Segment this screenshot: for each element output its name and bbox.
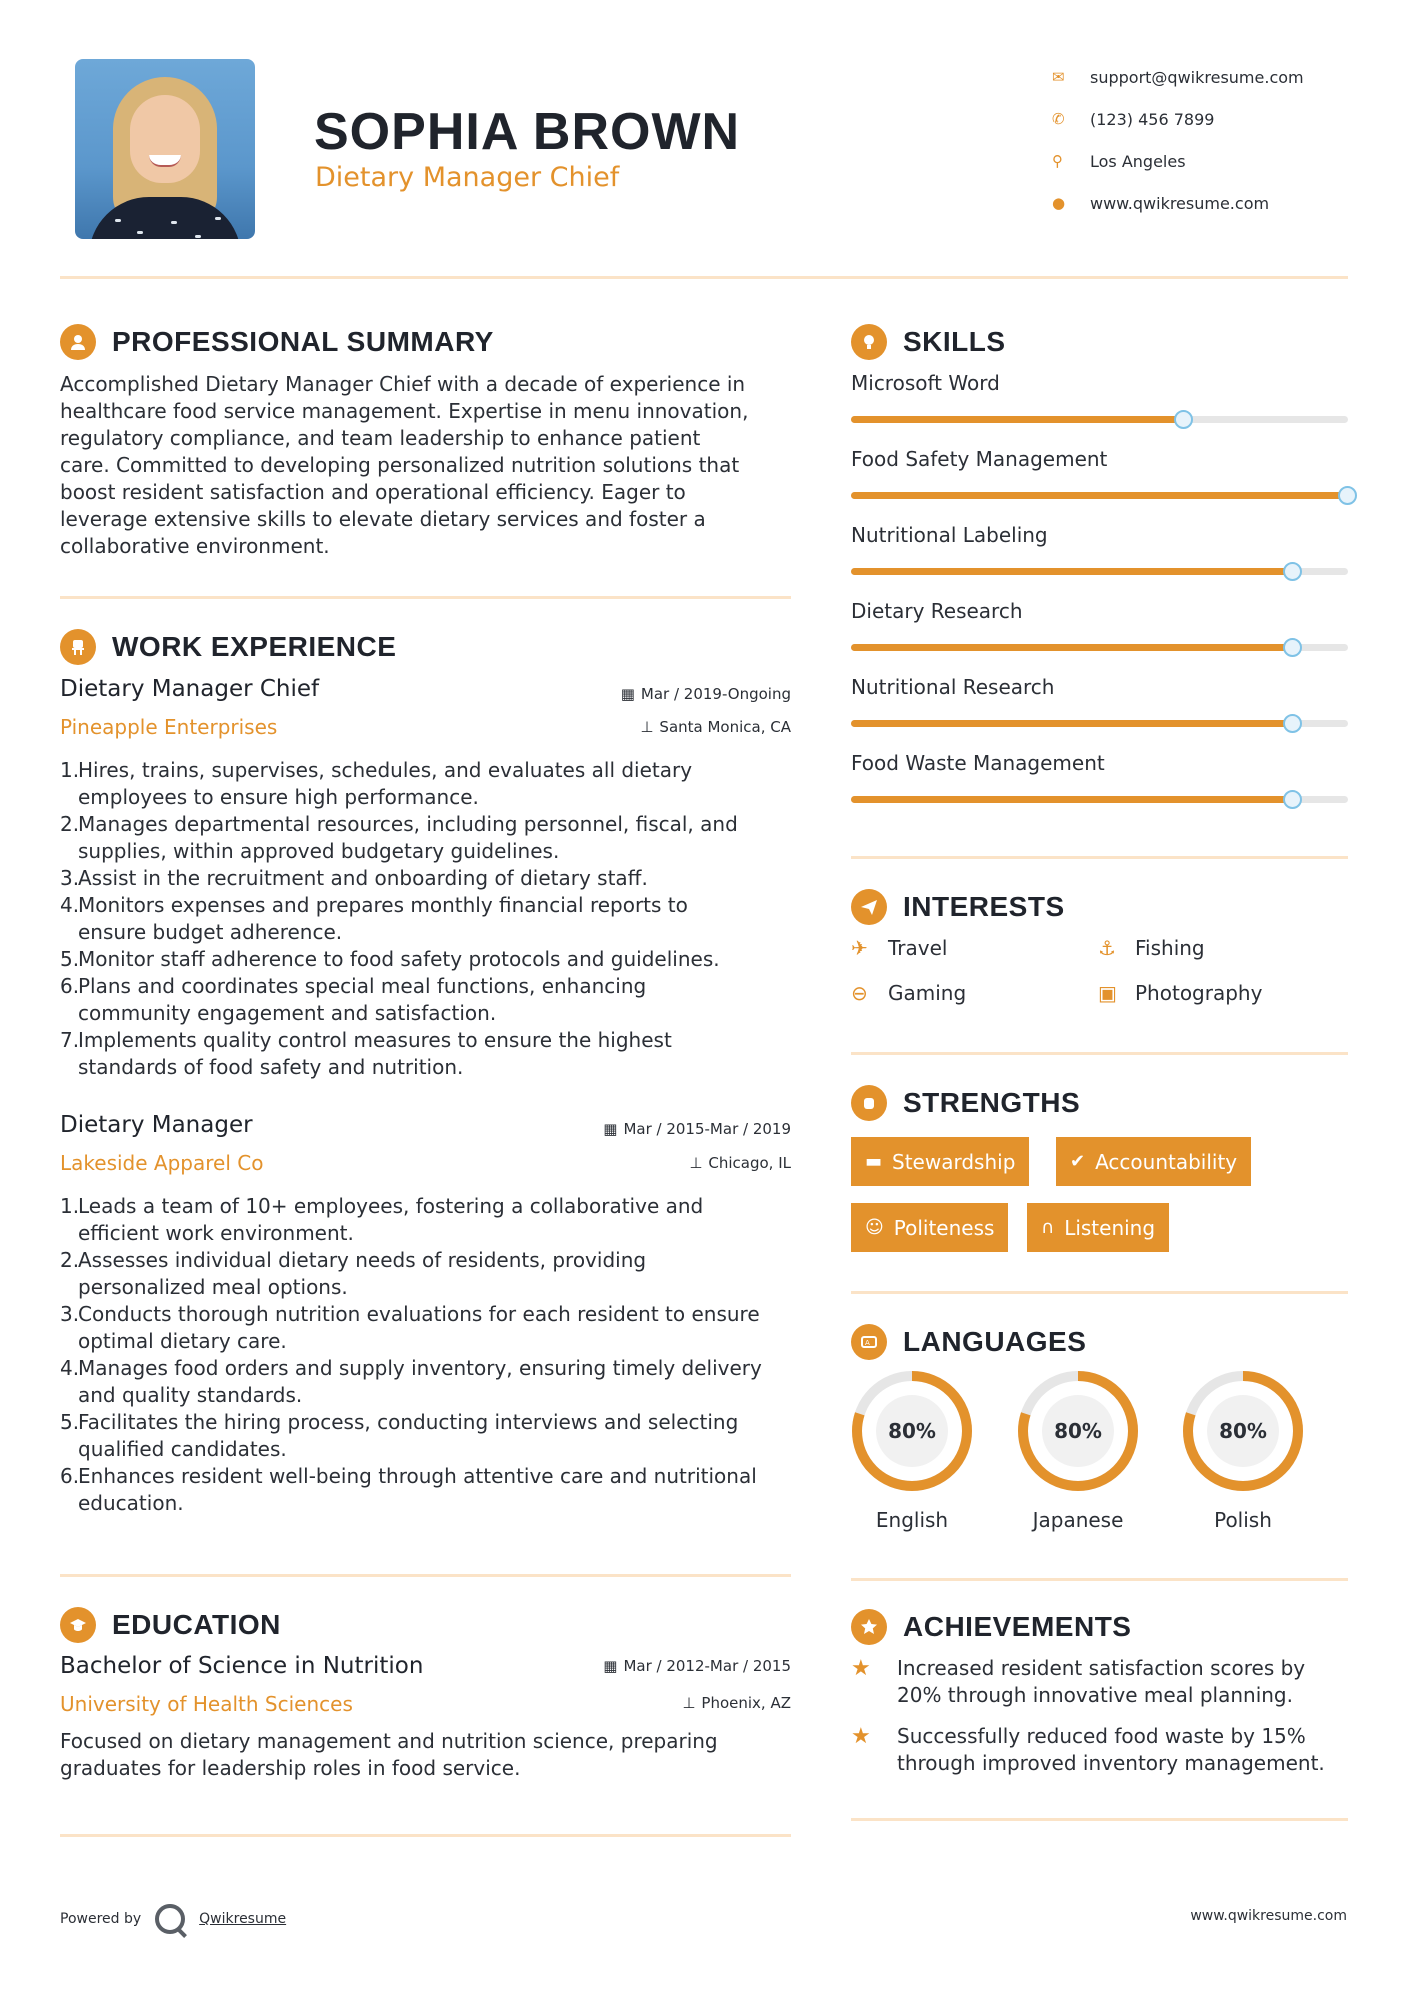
map-pin-icon: ⚲ — [1052, 152, 1063, 170]
list-item: 7. Implements quality control measures to ensure the highest standards of food safety and nutrition. — [60, 1028, 672, 1079]
skill-bar — [851, 568, 1348, 575]
skill-name: Nutritional Research — [851, 675, 1055, 699]
skill-name: Dietary Research — [851, 599, 1023, 623]
achievements-header — [851, 1609, 1131, 1645]
languages-header — [851, 1324, 1086, 1360]
summary-text: Accomplished Dietary Manager Chief with a decade of experience in healthcare food service management. Expertise in menu innovation, regulatory compliance, and team leadership to enhance patient care. Committed to developing personalized nutrition solutions that boost resident satisfaction and operational efficiency. Eager to leverage extensive skills to elevate dietary services and foster a collaborative environment. — [60, 372, 749, 558]
calendar-icon: ▦ — [603, 1120, 618, 1138]
user-icon — [60, 324, 96, 360]
job-location: ⊥ Santa Monica, CA — [640, 718, 791, 736]
job-location: ⊥ Chicago, IL — [689, 1154, 791, 1172]
strength-badge: ∩ Listening — [1027, 1203, 1169, 1252]
education-divider — [60, 1834, 791, 1837]
strength-badge: ✔ Accountability — [1056, 1137, 1251, 1186]
calendar-icon: ▦ — [603, 1657, 618, 1675]
list-item: 6. Plans and coordinates special meal functions, enhancing community engagement and satisfaction. — [60, 974, 647, 1025]
star-icon: ★ — [851, 1656, 871, 1681]
calendar-icon: ▦ — [620, 685, 635, 703]
skill-name: Microsoft Word — [851, 371, 1000, 395]
list-item: 2. Assesses individual dietary needs of residents, providing personalized meal options. — [60, 1248, 647, 1299]
achievements-divider — [851, 1818, 1348, 1821]
graduate-icon — [60, 1607, 96, 1643]
skills-header — [851, 324, 1006, 360]
interest-item: ⊖ Gaming — [851, 981, 967, 1005]
language-ring — [1182, 1370, 1304, 1492]
contact-phone — [1052, 98, 1304, 140]
language-percent: 80% — [1054, 1419, 1102, 1443]
skill-bar-knob — [1338, 486, 1357, 505]
skill-bar-fill — [851, 644, 1293, 651]
skill-name: Food Waste Management — [851, 751, 1105, 775]
language-name: Polish — [1214, 1508, 1272, 1532]
education-location: ⊥ Phoenix, AZ — [682, 1694, 791, 1712]
skill-bar — [851, 796, 1348, 803]
list-item: 3. Conducts thorough nutrition evaluations for each resident to ensure optimal dietary care. — [60, 1302, 760, 1353]
language-name: English — [875, 1508, 949, 1532]
job-duties-list — [60, 757, 800, 1081]
star-icon: ★ — [851, 1724, 871, 1749]
list-item: 5. Facilitates the hiring process, conducting interviews and selecting qualified candidates. — [60, 1410, 739, 1461]
list-item: 2. Manages departmental resources, including personnel, fiscal, and supplies, within approved budgetary guidelines. — [60, 812, 738, 863]
chair-icon — [60, 629, 96, 665]
lightbulb-icon — [851, 324, 887, 360]
pin-icon: ⊥ — [640, 718, 654, 736]
job-title: Dietary Manager Chief — [60, 676, 320, 702]
interests-header — [851, 889, 1065, 925]
skill-bar-knob — [1283, 562, 1302, 581]
skill-name: Nutritional Labeling — [851, 523, 1048, 547]
skill-bar-fill — [851, 796, 1293, 803]
skill-bar-knob — [1283, 790, 1302, 809]
job-title: Dietary Manager — [60, 1112, 253, 1138]
contact-website[interactable] — [1052, 182, 1304, 224]
language-percent: 80% — [1219, 1419, 1267, 1443]
pin-icon: ⊥ — [689, 1154, 703, 1172]
interests-divider — [851, 1052, 1348, 1055]
job-date: ▦ Mar / 2019-Ongoing — [620, 685, 791, 703]
strengths-divider — [851, 1291, 1348, 1294]
star-badge-icon — [851, 1609, 887, 1645]
svg-text:A: A — [865, 1339, 870, 1347]
powered-by-text: Powered by — [60, 1911, 142, 1927]
interests-heading: INTERESTS — [903, 891, 1065, 922]
summary-header — [60, 324, 494, 360]
list-item: 1. Leads a team of 10+ employees, fostering a collaborative and efficient work environment. — [60, 1194, 704, 1245]
job-company: Lakeside Apparel Co — [60, 1151, 264, 1175]
contact-location — [1052, 140, 1304, 182]
footer-branding — [60, 1904, 286, 1934]
phone-icon: ✆ — [1052, 110, 1065, 128]
job-date: ▦ Mar / 2015-Mar / 2019 — [603, 1120, 791, 1138]
list-item: 4. Monitors expenses and prepares monthly financial reports to ensure budget adherence. — [60, 893, 688, 944]
achievements-heading: ACHIEVEMENTS — [903, 1611, 1132, 1642]
work-divider — [60, 1574, 791, 1577]
check-circle-icon: ✔ — [1070, 1151, 1086, 1172]
summary-divider — [60, 596, 791, 599]
achievement-item: ★ Successfully reduced food waste by 15% through improved inventory management. — [851, 1724, 1325, 1775]
education-description: Focused on dietary management and nutrition science, preparing graduates for leadership roles in food service. — [60, 1729, 718, 1780]
skill-bar-knob — [1283, 638, 1302, 657]
skill-bar-knob — [1174, 410, 1193, 429]
interest-item: ⚓ Fishing — [1098, 936, 1205, 960]
language-icon — [851, 1324, 887, 1360]
skill-bar-knob — [1283, 714, 1302, 733]
envelope-icon: ✉ — [1052, 68, 1065, 86]
list-item: 4. Manages food orders and supply inventory, ensuring timely delivery and quality standards. — [60, 1356, 762, 1407]
website-text: www.qwikresume.com — [1090, 193, 1270, 213]
qwikresume-logo-icon — [155, 1904, 185, 1934]
skill-name: Food Safety Management — [851, 447, 1108, 471]
summary-heading: PROFESSIONAL SUMMARY — [112, 326, 494, 357]
language-item — [1182, 1370, 1304, 1532]
list-item: 5. Monitor staff adherence to food safety protocols and guidelines. — [60, 947, 720, 971]
candidate-title: Dietary Manager Chief — [315, 162, 620, 193]
school-name: University of Health Sciences — [60, 1692, 353, 1716]
profile-photo — [75, 59, 255, 239]
strengths-heading: STRENGTHS — [903, 1087, 1081, 1118]
strengths-header — [851, 1085, 1080, 1121]
skills-divider — [851, 856, 1348, 859]
language-percent: 80% — [888, 1419, 936, 1443]
work-heading: WORK EXPERIENCE — [112, 631, 397, 662]
camera-icon: ▣ — [1098, 981, 1117, 1005]
headphones-icon: ∩ — [1041, 1217, 1055, 1238]
gamepad-icon: ⊖ — [851, 981, 868, 1005]
paper-plane-icon — [851, 889, 887, 925]
language-item — [851, 1370, 973, 1532]
achievement-item: ★ Increased resident satisfaction scores by 20% through innovative meal planning. — [851, 1656, 1306, 1707]
skills-heading: SKILLS — [903, 326, 1006, 357]
anchor-icon: ⚓ — [1098, 936, 1116, 960]
smile-icon: ☺ — [865, 1217, 884, 1238]
language-name: Japanese — [1032, 1508, 1124, 1532]
education-header — [60, 1607, 281, 1643]
email-text: support@qwikresume.com — [1090, 67, 1304, 87]
work-header — [60, 629, 396, 665]
interest-item: ▣ Photography — [1098, 981, 1263, 1005]
job-duties-list — [60, 1193, 800, 1517]
skill-bar — [851, 492, 1348, 499]
contact-email[interactable] — [1052, 56, 1304, 98]
skill-bar — [851, 416, 1348, 423]
degree-title: Bachelor of Science in Nutrition — [60, 1653, 424, 1679]
skill-bar-fill — [851, 720, 1293, 727]
education-heading: EDUCATION — [112, 1609, 281, 1640]
interest-item: ✈ Travel — [851, 936, 948, 960]
pin-icon: ⊥ — [682, 1694, 696, 1712]
job-company: Pineapple Enterprises — [60, 715, 278, 739]
languages-heading: LANGUAGES — [903, 1326, 1087, 1357]
skill-bar-fill — [851, 492, 1348, 499]
footer-site-link[interactable]: www.qwikresume.com — [1190, 1908, 1347, 1924]
skill-bar-fill — [851, 416, 1184, 423]
skill-bar — [851, 720, 1348, 727]
strength-badge: ▬ Stewardship — [851, 1137, 1029, 1186]
list-item: 3. Assist in the recruitment and onboarding of dietary staff. — [60, 866, 648, 890]
list-item: 6. Enhances resident well-being through attentive care and nutritional education. — [60, 1464, 757, 1515]
languages-divider — [851, 1578, 1348, 1581]
location-text: Los Angeles — [1090, 151, 1186, 171]
contact-block — [1052, 56, 1304, 224]
skill-bar — [851, 644, 1348, 651]
brand-link[interactable]: Qwikresume — [199, 1911, 287, 1927]
plane-icon: ✈ — [851, 936, 868, 960]
language-ring — [851, 1370, 973, 1492]
language-ring — [1017, 1370, 1139, 1492]
language-item — [1017, 1370, 1139, 1532]
globe-icon: ● — [1052, 194, 1066, 212]
fist-icon — [851, 1085, 887, 1121]
list-item: 1. Hires, trains, supervises, schedules, and evaluates all dietary employees to ensure high performance. — [60, 758, 693, 809]
education-date: ▦ Mar / 2012-Mar / 2015 — [603, 1657, 791, 1675]
phone-text: (123) 456 7899 — [1090, 109, 1215, 129]
briefcase-icon: ▬ — [865, 1151, 883, 1172]
strength-badge: ☺ Politeness — [851, 1203, 1008, 1252]
skill-bar-fill — [851, 568, 1293, 575]
header-divider — [60, 276, 1348, 279]
candidate-name: SOPHIA BROWN — [314, 103, 741, 161]
